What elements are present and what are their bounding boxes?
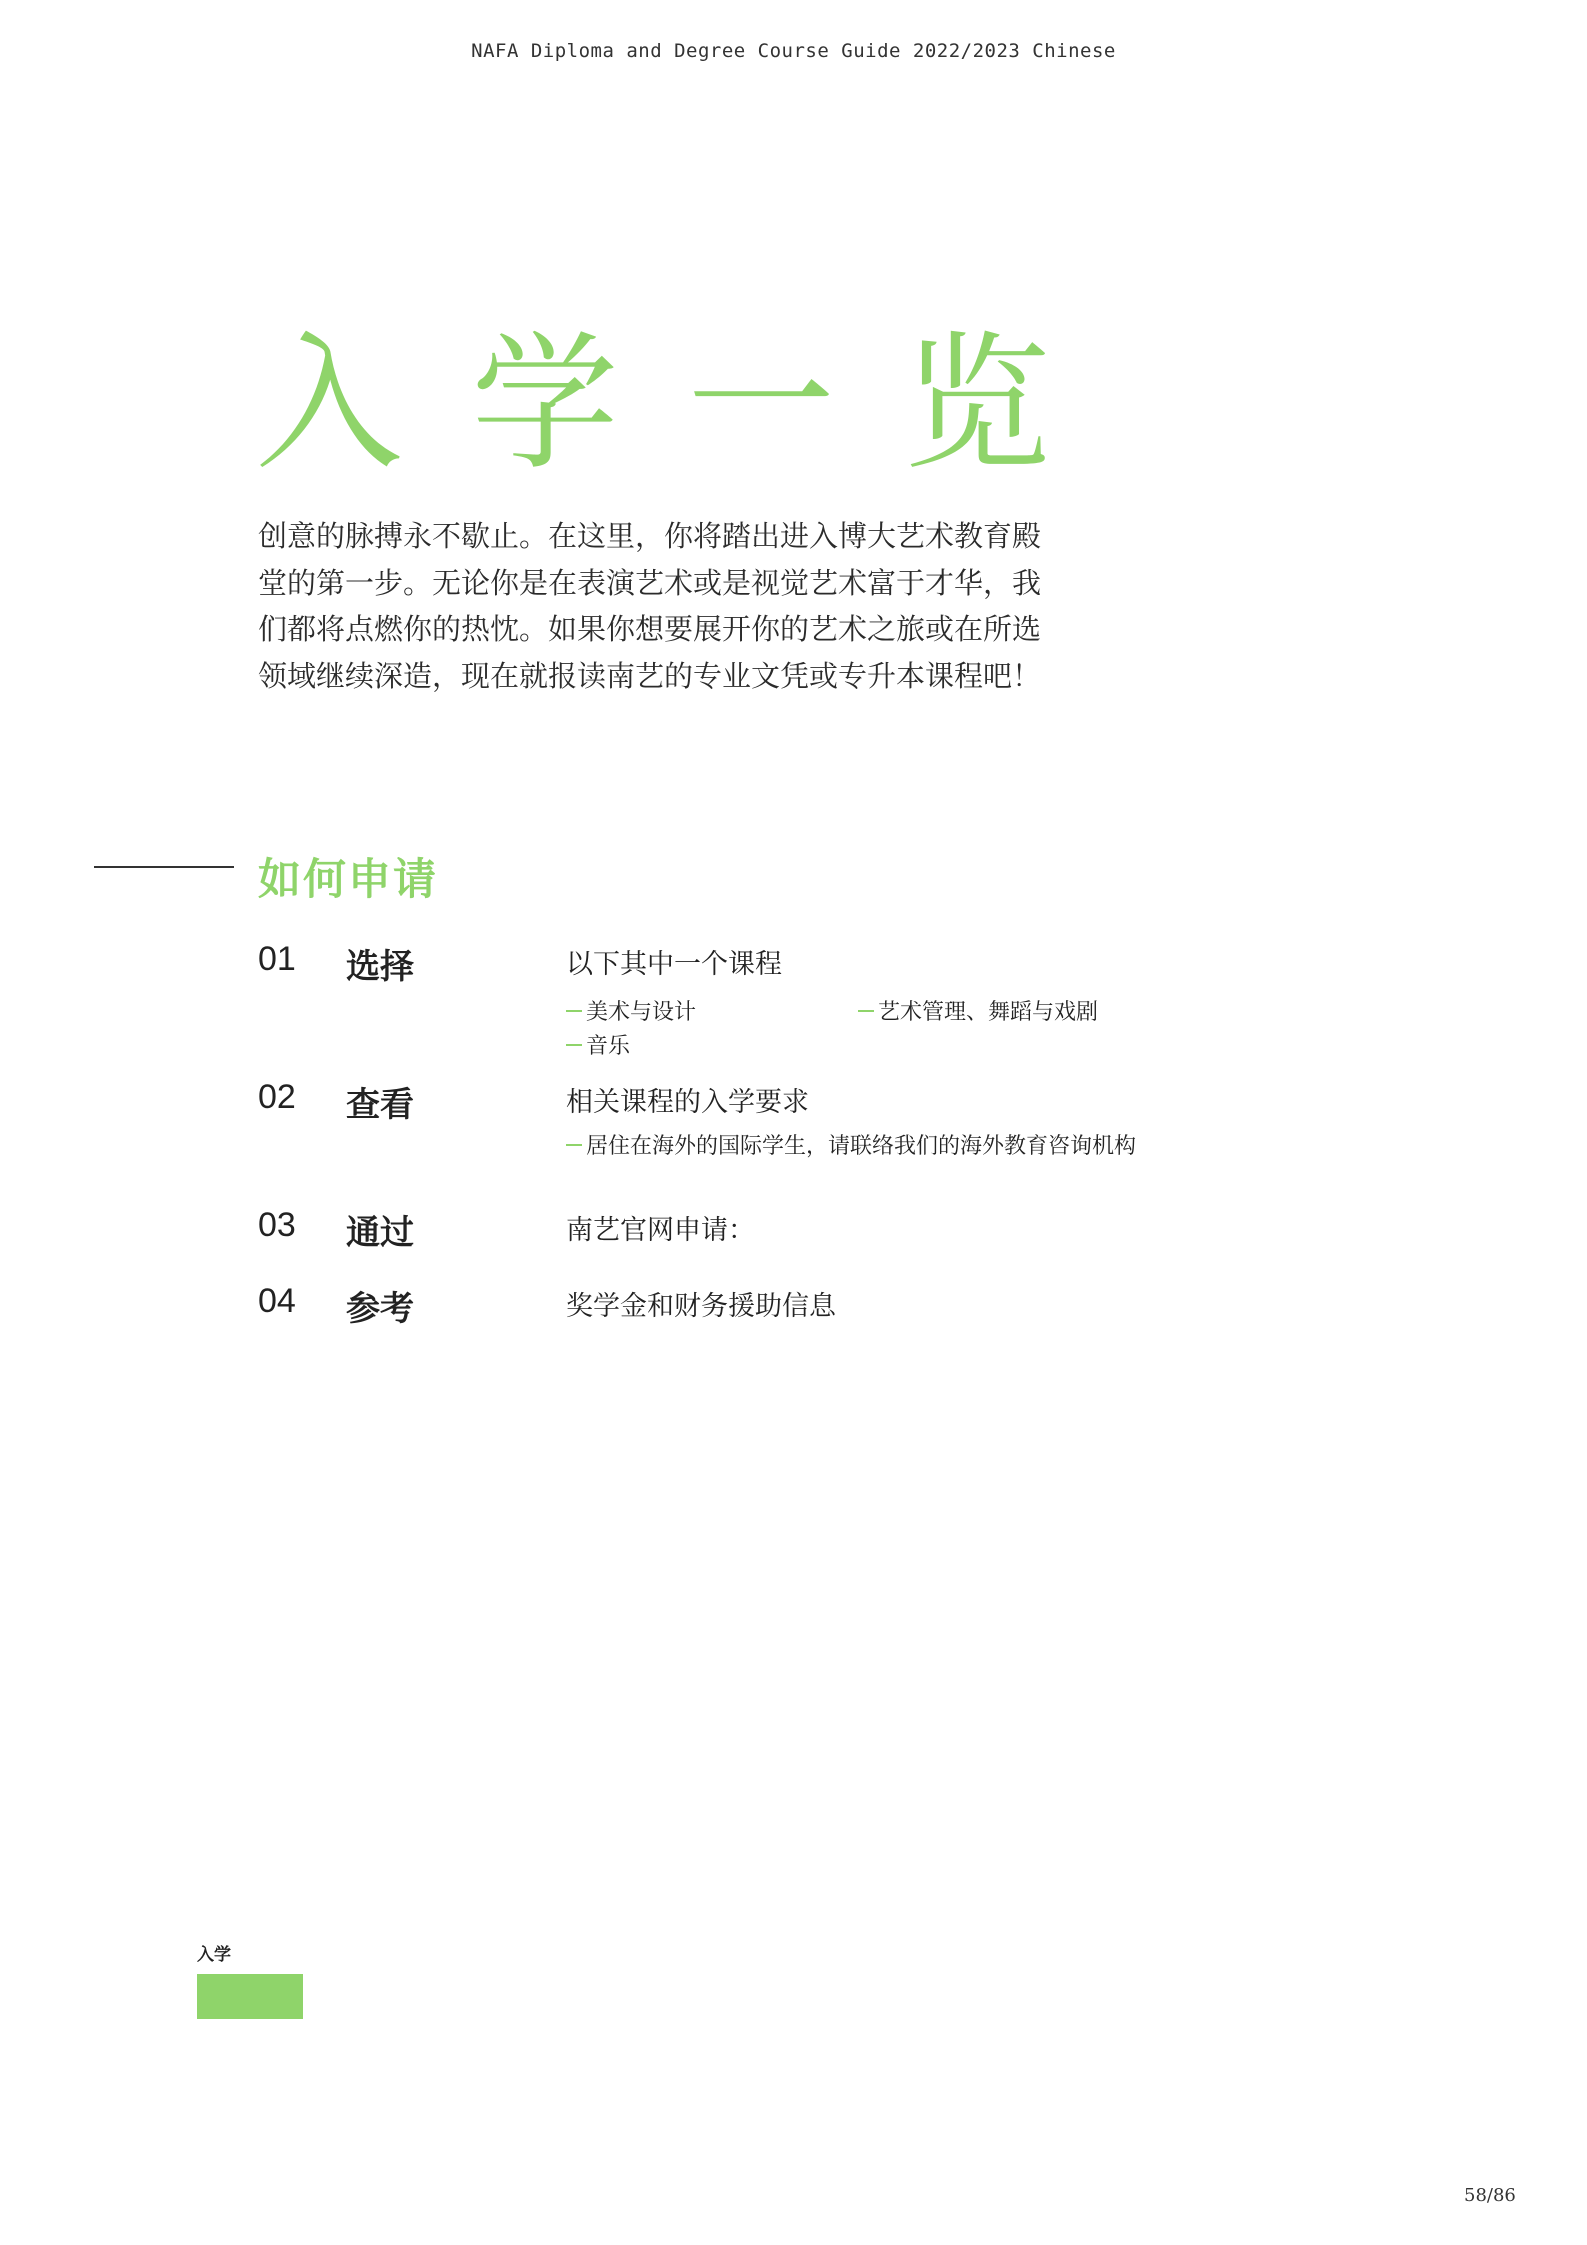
intro-line: 创意的脉搏永不歇止。在这里，你将踏出进入博大艺术教育殿 <box>258 519 1042 553</box>
section-heading: 如何申请 <box>258 855 438 905</box>
dash-bullet-icon <box>566 1010 582 1012</box>
document-header: NAFA Diploma and Degree Course Guide 2022/2023 Chinese <box>471 40 1116 62</box>
step-number: 04 <box>258 1282 296 1320</box>
step-verb: 查看 <box>346 1085 414 1125</box>
step-verb: 选择 <box>346 947 414 987</box>
course-item-label: 艺术管理、舞蹈与戏剧 <box>878 1000 1099 1025</box>
course-item[interactable] <box>858 995 1098 1026</box>
note-item[interactable] <box>566 1129 1136 1160</box>
course-item-label: 美术与设计 <box>586 1000 697 1025</box>
dash-bullet-icon <box>566 1044 582 1046</box>
page-title: 入学一览 <box>255 318 1119 490</box>
step-description[interactable]: 奖学金和财务援助信息 <box>566 1291 836 1322</box>
step-number: 03 <box>258 1206 296 1244</box>
intro-line: 堂的第一步。无论你是在表演艺术或是视觉艺术富于才华，我 <box>258 565 1042 600</box>
step-description: 以下其中一个课程 <box>566 949 782 980</box>
dash-bullet-icon <box>566 1144 582 1146</box>
section-tab-marker <box>197 1974 303 2019</box>
intro-line: 领域继续深造，现在就报读南艺的专业文凭或专升本课程吧！ <box>258 658 1042 693</box>
page-number: 58/86 <box>1464 2185 1516 2206</box>
course-item[interactable] <box>566 995 696 1026</box>
course-item-label: 音乐 <box>586 1034 631 1059</box>
section-divider <box>94 866 234 868</box>
step-description: 相关课程的入学要求 <box>566 1087 809 1118</box>
intro-paragraph <box>258 513 1208 699</box>
dash-bullet-icon <box>858 1010 874 1012</box>
section-tab-label: 入学 <box>197 1945 231 1965</box>
step-verb: 参考 <box>346 1289 414 1329</box>
intro-line: 们都将点燃你的热忱。如果你想要展开你的艺术之旅或在所选 <box>258 612 1042 646</box>
step-number: 02 <box>258 1078 296 1116</box>
step-verb: 通过 <box>346 1213 414 1253</box>
step-description[interactable]: 南艺官网申请： <box>566 1215 755 1246</box>
step-number: 01 <box>258 940 296 978</box>
note-item-label: 居住在海外的国际学生，请联络我们的海外教育咨询机构 <box>586 1134 1137 1159</box>
course-item[interactable] <box>566 1029 630 1060</box>
